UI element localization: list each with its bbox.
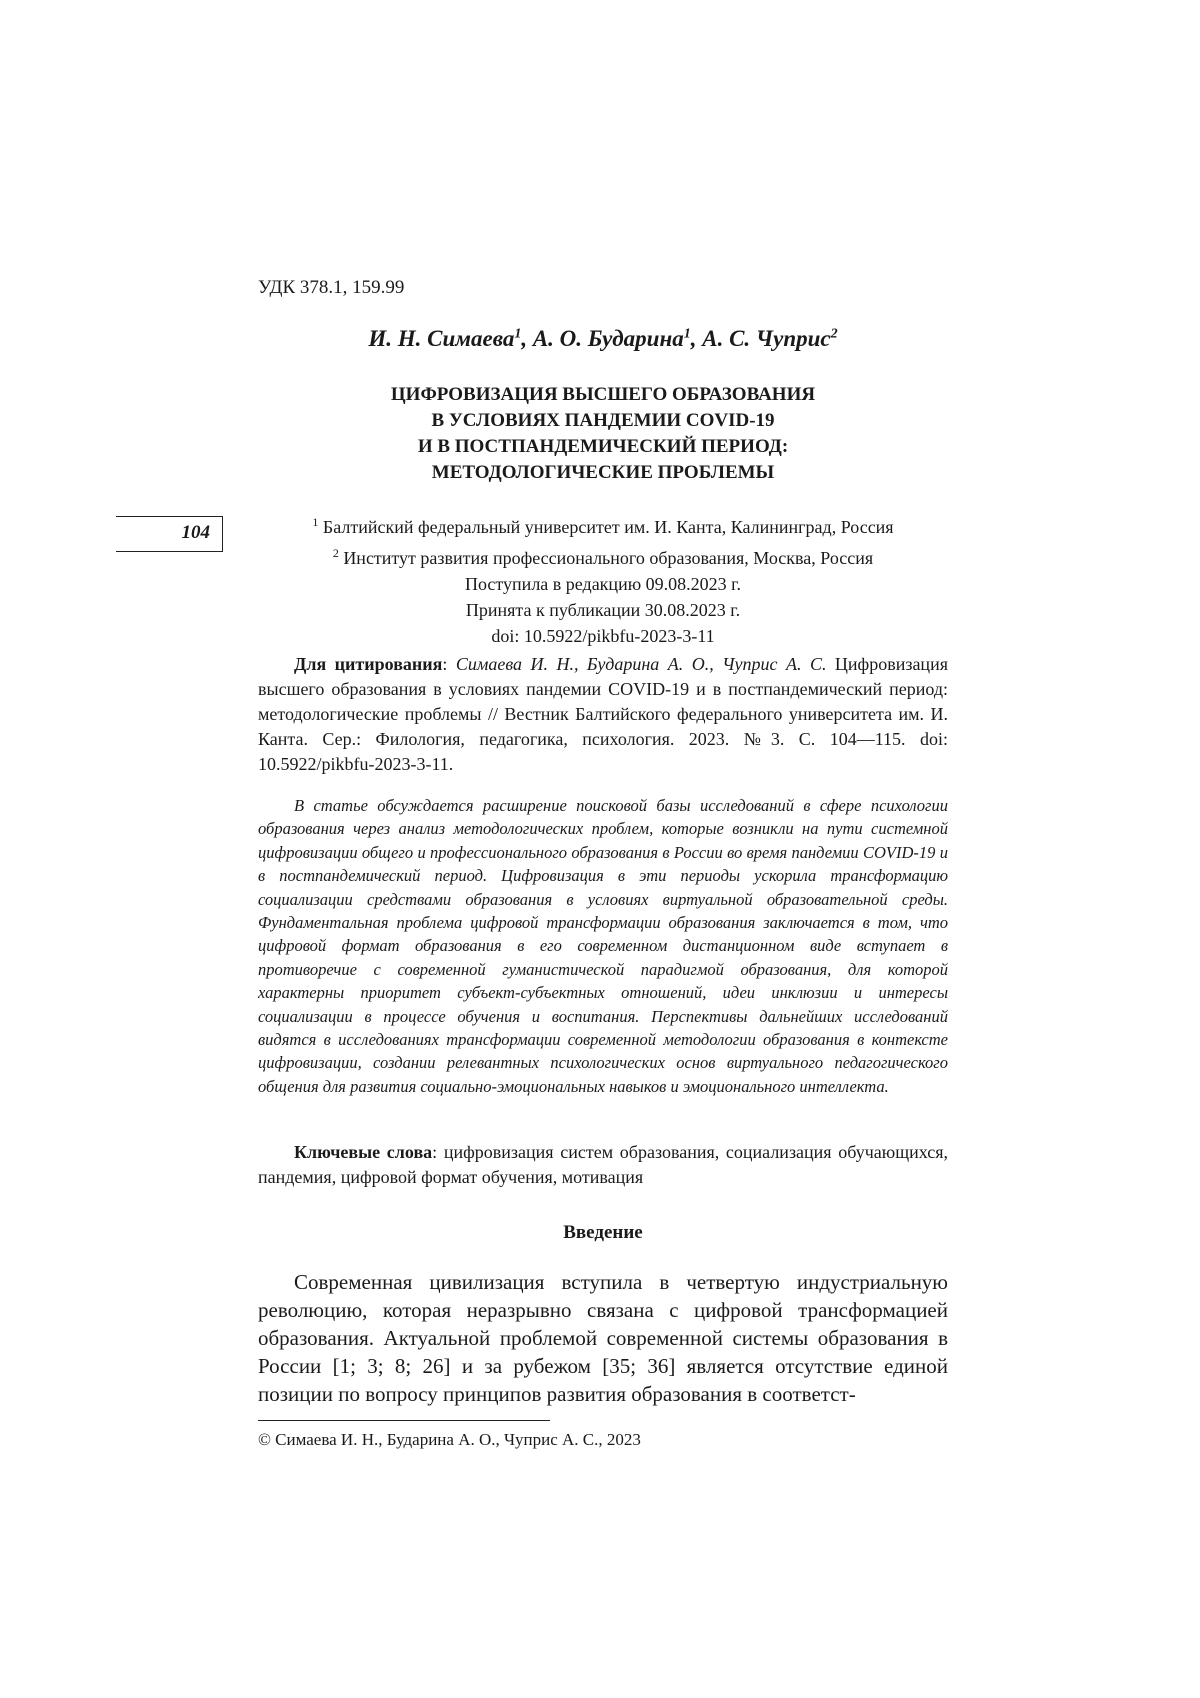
abstract: В статье обсуждается расширение поисковой базы исследований в сфере психологии образования через анализ методологических проблем, которые возникли на пути системной цифровизации общего и профессионального образования в России во время пандемии COVID-19 и в постпандемический период. Цифровизация в эти периоды ускорила трансформацию социализации средствами образования в условиях виртуальной образовательной среды. Фундаментальная проблема цифровой трансформации образования заключается в том, что цифровой формат образования в его современном дистанционном виде вступает в противоречие с современной гуманистической парадигмой образования, для которой характерны приоритет субъект-субъектных отношений, идеи инклюзии и интересы социализации в процессе обучения и воспитания. Перспективы дальнейших исследований видятся в исследованиях трансформации современной методологии образования в контексте цифровизации, создании релевантных психологических основ виртуального педагогического общения для развития социально-эмоциональных навыков и эмоционального интеллекта. [258,796,948,1096]
article-title [258,382,948,486]
title-line: ЦИФРОВИЗАЦИЯ ВЫСШЕГО ОБРАЗОВАНИЯ [390,384,816,405]
keywords-label: Ключевые слова [294,1142,433,1162]
author-1: И. Н. Симаева$^1$, [368,326,533,351]
author-list [258,326,948,352]
citation-text: Цифровизация высшего образования в условиях пандемии COVID-19 и в постпандемический период: методологические проблемы // Вестник Балтийского федерального университета им. И. Канта. Сер.: Филология, педагогика, психология. 2023. №3. С. 104—115. doi: 10.5922/pikbfu-2023-3-11. [258,654,948,774]
footnote-divider [258,1420,550,1421]
udc-code: УДК 378.1, 159.99 [258,277,405,298]
page-number-box [116,516,223,552]
copyright-notice: © Симаева И. Н., Бударина А. О., Чуприс А. С., 2023 [258,1430,641,1449]
section-heading: Введение [563,1222,643,1243]
keywords-text: цифровизация систем образования, социализация обучающихся, пандемия, цифровой формат обучения, мотивация [258,1142,948,1187]
doi: doi: 10.5922/pikbfu-2023-3-11 [491,626,715,646]
received-date: Поступила в редакцию 09.08.2023 г. [464,574,741,594]
keywords-block: Ключевые слова: цифровизация систем образования, социализация обучающихся, пандемия, цифровой формат обучения, мотивация [258,1142,948,1187]
affiliation-2: $^2$ Институт развития профессионального образования, Москва, Россия [332,546,874,568]
title-line: В УСЛОВИЯХ ПАНДЕМИИ COVID-19 [431,410,775,431]
author-2: А. О. Бударина$^1$, [532,326,703,351]
title-line: И В ПОСТПАНДЕМИЧЕСКИЙ ПЕРИОД: [417,436,789,457]
body-paragraph: Современная цивилизация вступила в четвертую индустриальную революцию, которая неразрывно связана с цифровой трансформацией образования. Актуальной проблемой современной системы образования в России [1; 3; 8; 26] и за рубежом [35; 36] является отсутствие единой позиции по вопросу принципов развития образования в соответст- [258,1270,948,1406]
accepted-date: Принята к публикации 30.08.2023 г. [465,600,741,620]
citation-authors: Симаева И. Н., Бударина А. О., Чуприс А. С. [455,654,827,674]
author-3: А. С. Чуприс$^2$ [702,326,838,351]
affiliations-block [258,509,948,649]
citation-block: Для цитирования: Симаева И. Н., Бударина А. О., Чуприс А. С. Цифровизация высшего образования в условиях пандемии COVID-19 и в постпандемический период: методологические проблемы // Вестник Балтийского федерального университета им. И. Канта. Сер.: Филология, педагогика, психология. 2023. №3. С. 104—115. doi: 10.5922/pikbfu-2023-3-11. [258,654,948,774]
citation-label: Для цитирования [294,654,443,674]
page-number: 104 [181,522,210,543]
affiliation-1: $^1$ Балтийский федеральный университет им. И. Канта, Калининград, Россия [312,515,894,537]
title-line: МЕТОДОЛОГИЧЕСКИЕ ПРОБЛЕМЫ [431,462,775,483]
